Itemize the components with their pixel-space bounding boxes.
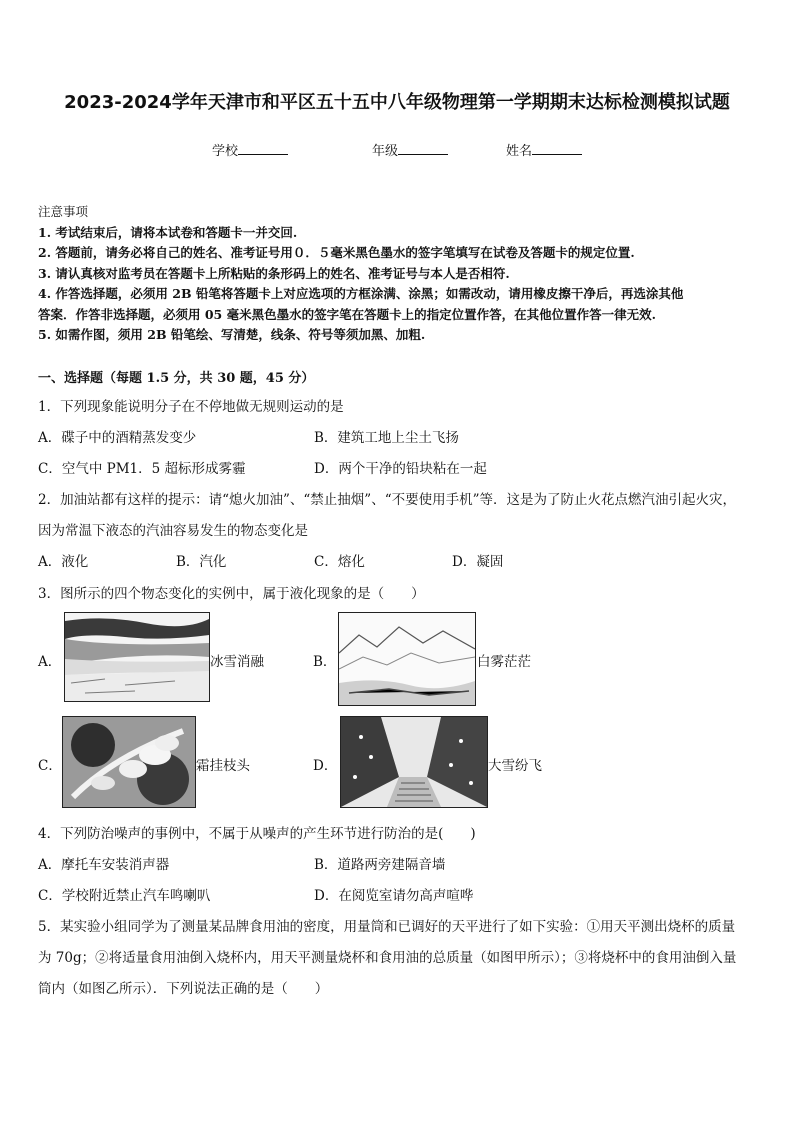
- frost-on-branches-photo: [62, 716, 196, 808]
- q3-option-c-caption: 霜挂枝头: [196, 758, 250, 774]
- note-item: 4. 作答选择题，必须用 2B 铅笔将答题卡上对应选项的方框涂满、涂黑；如需改动，请用橡皮擦干净后，再选涂其他: [38, 286, 684, 301]
- question-5-stem-line1: 5．某实验小组同学为了测量某品牌食用油的密度，用量筒和已调好的天平进行了如下实验：①用天平测出烧杯的质量: [38, 919, 736, 935]
- question-2-stem-line1: 2．加油站都有这样的提示：请“熄火加油”、“禁止抽烟”、“不要使用手机”等．这是为了防止火花点燃汽油引起火灾，: [38, 492, 736, 508]
- q4-option-c[interactable]: C．学校附近禁止汽车鸣喇叭: [38, 888, 211, 904]
- grade-blank[interactable]: [398, 142, 448, 155]
- melting-snow-photo: [64, 612, 210, 702]
- note-item: 2. 答题前，请务必将自己的姓名、准考证号用０．５毫米黑色墨水的签字笔填写在试卷及答题卡的规定位置.: [38, 245, 635, 260]
- school-label: 学校: [212, 144, 239, 159]
- school-field[interactable]: [212, 140, 288, 159]
- note-item: 5. 如需作图，须用 2B 铅笔绘、写清楚，线条、符号等须加黑、加粗.: [38, 327, 426, 342]
- q3-option-d-caption: 大雪纷飞: [488, 758, 542, 774]
- grade-field[interactable]: [372, 140, 448, 159]
- question-5-stem-line2: 为 70g；②将适量食用油倒入烧杯内，用天平测量烧杯和食用油的总质量（如图甲所示）；③将烧杯中的食用油倒入量: [38, 950, 737, 966]
- notes-heading: 注意事项: [38, 204, 89, 219]
- heavy-snow-photo: [340, 716, 488, 808]
- q3-option-d-letter[interactable]: D．: [313, 758, 338, 774]
- q4-option-d[interactable]: D．在阅览室请勿高声喧哗: [314, 888, 474, 904]
- question-5-stem-line3: 筒内（如图乙所示）．下列说法正确的是（ ）: [38, 981, 329, 997]
- name-field[interactable]: [506, 140, 582, 159]
- grade-label: 年级: [372, 144, 399, 159]
- page-title: 2023-2024学年天津市和平区五十五中八年级物理第一学期期末达标检测模拟试题: [64, 92, 730, 113]
- question-3-stem: 3．图所示的四个物态变化的实例中，属于液化现象的是（ ）: [38, 586, 425, 602]
- question-2-stem-line2: 因为常温下液态的汽油容易发生的物态变化是: [38, 523, 308, 539]
- school-blank[interactable]: [238, 142, 288, 155]
- section-heading: 一、选择题（每题 1.5 分，共 30 题，45 分）: [38, 371, 315, 386]
- q2-option-b[interactable]: B．汽化: [176, 554, 227, 570]
- note-item: 答案．作答非选择题，必须用 05 毫米黑色墨水的签字笔在答题卡上的指定位置作答，在其他位置作答一律无效.: [38, 306, 656, 322]
- q3-option-b-caption: 白雾茫茫: [477, 654, 531, 670]
- q3-option-a-caption: 冰雪消融: [210, 654, 264, 670]
- q3-option-b-letter[interactable]: B．: [313, 654, 337, 670]
- name-blank[interactable]: [532, 142, 582, 155]
- q1-option-a[interactable]: A．碟子中的酒精蒸发变少: [38, 430, 197, 446]
- q1-option-d[interactable]: D．两个干净的铅块粘在一起: [314, 461, 487, 477]
- question-1-stem: 1．下列现象能说明分子在不停地做无规则运动的是: [38, 399, 344, 415]
- note-item: 3. 请认真核对监考员在答题卡上所粘贴的条形码上的姓名、准考证号与本人是否相符.: [38, 265, 510, 281]
- q4-option-a[interactable]: A．摩托车安装消声器: [38, 857, 170, 873]
- q1-option-c[interactable]: C．空气中 PM1．5 超标形成雾霾: [38, 461, 246, 477]
- name-label: 姓名: [506, 144, 533, 159]
- q2-option-d[interactable]: D．凝固: [452, 554, 504, 570]
- note-item: 1. 考试结束后，请将本试卷和答题卡一并交回.: [38, 224, 298, 240]
- q1-option-b[interactable]: B．建筑工地上尘土飞扬: [314, 430, 459, 446]
- question-4-stem: 4．下列防治噪声的事例中，不属于从噪声的产生环节进行防治的是( ): [38, 826, 476, 842]
- q2-option-a[interactable]: A．液化: [38, 554, 89, 570]
- white-fog-photo: [338, 612, 476, 706]
- q4-option-b[interactable]: B．道路两旁建隔音墙: [314, 857, 446, 873]
- notes-block: [38, 202, 758, 346]
- q2-option-c[interactable]: C．熔化: [314, 554, 365, 570]
- q3-option-c-letter[interactable]: C．: [38, 758, 62, 774]
- q3-option-a-letter[interactable]: A．: [38, 654, 62, 670]
